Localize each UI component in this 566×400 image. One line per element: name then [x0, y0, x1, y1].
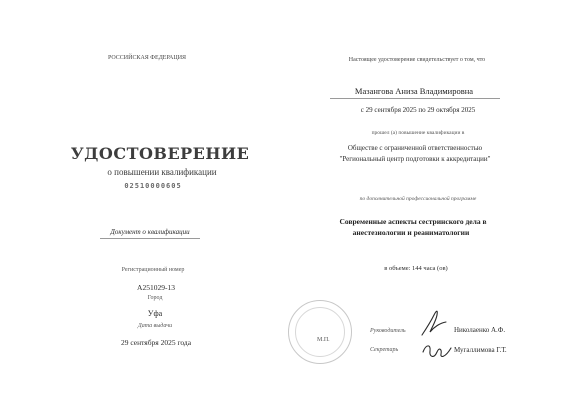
organization-line-2: "Региональный центр подготовки к аккредитации"	[339, 155, 491, 163]
secretary-signature-icon	[420, 338, 454, 364]
doc-type-underline	[100, 238, 200, 239]
secretary-name: Мугаллимова Г.Т.	[454, 346, 507, 354]
program-line-2: анестезиологии и реаниматологии	[352, 228, 470, 237]
name-underline	[330, 98, 500, 99]
document-type: Документ о квалификации	[110, 228, 190, 236]
issue-date-label: Дата выдачи	[137, 323, 173, 329]
head-name: Николаенко А.Ф.	[454, 326, 506, 334]
organization-line-1: Обществе с ограниченной ответственностью	[347, 144, 483, 152]
issue-date: 29 сентября 2025 года	[120, 338, 192, 347]
document-title: УДОСТОВЕРЕНИЕ	[70, 144, 250, 163]
program-label: по дополнительной профессиональной программе	[359, 196, 477, 202]
reg-number: А251029-13	[137, 283, 175, 292]
study-period: с 29 сентября 2025 по 29 октября 2025	[360, 106, 476, 114]
passed-label: прошел (а) повышение квалификации в	[371, 130, 465, 136]
head-signature-icon	[416, 305, 450, 339]
intro-text: Настоящее удостоверение свидетельствует о том, что	[348, 57, 486, 63]
official-stamp	[288, 300, 352, 364]
country-label: РОССИЙСКАЯ ФЕДЕРАЦИЯ	[107, 55, 187, 61]
secretary-label: Секретарь	[370, 347, 399, 353]
city: Уфа	[147, 309, 163, 318]
stamp-label: М.П.	[317, 337, 330, 343]
program-line-1: Современные аспекты сестринского дела в	[339, 217, 487, 226]
document-subtitle: о повышении квалификации	[107, 167, 217, 177]
head-label: Руководитель	[370, 328, 406, 334]
serial-number: 02510000605	[124, 182, 182, 190]
reg-number-label: Регистрационный номер	[121, 267, 185, 273]
city-label: Город	[147, 295, 163, 301]
holder-full-name: Мазангова Аниза Владимировна	[354, 86, 474, 96]
hours-volume: в объеме: 144 часа (ов)	[384, 265, 448, 272]
